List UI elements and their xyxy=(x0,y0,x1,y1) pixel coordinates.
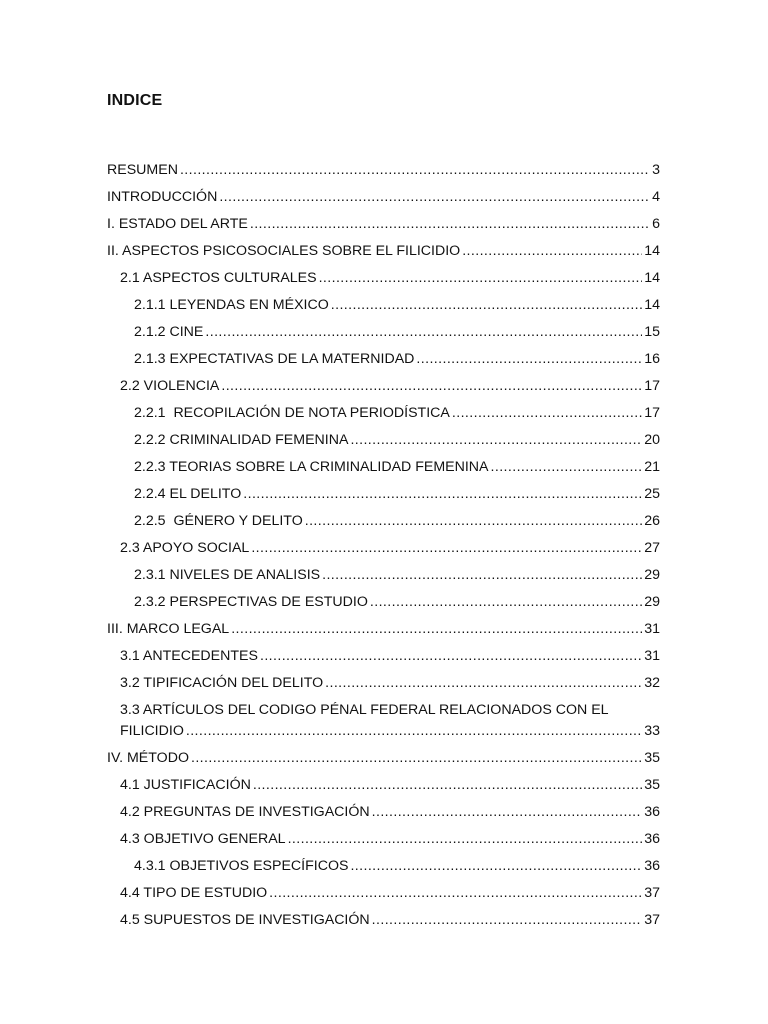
toc-entry-title: 4.3.1 OBJETIVOS ESPECÍFICOS xyxy=(134,858,349,874)
toc-entry[interactable] xyxy=(120,673,660,693)
toc-entry[interactable] xyxy=(134,484,660,504)
toc-entry-title-line1[interactable]: 3.3 ARTÍCULOS DEL CODIGO PÉNAL FEDERAL RELACIONADOS CON EL xyxy=(120,702,609,718)
dot-leader xyxy=(331,295,642,315)
toc-entry-title: II. ASPECTOS PSICOSOCIALES SOBRE EL FILICIDIO xyxy=(107,243,461,259)
toc-entry[interactable] xyxy=(134,592,660,612)
toc-entry-page: 14 xyxy=(644,243,660,259)
toc-entry[interactable] xyxy=(120,802,660,822)
toc-entry-title: 3.1 ANTECEDENTES xyxy=(120,648,258,664)
toc-entry[interactable] xyxy=(107,748,660,768)
toc-entry-title: III. MARCO LEGAL xyxy=(107,621,230,637)
dot-leader xyxy=(231,619,642,639)
toc-entry[interactable] xyxy=(134,403,660,423)
toc-entry[interactable] xyxy=(107,187,660,207)
dot-leader xyxy=(322,565,642,585)
toc-entry-page: 14 xyxy=(644,297,660,313)
toc-entry-title: FILICIDIO xyxy=(120,723,184,739)
toc-entry-page: 16 xyxy=(644,351,660,367)
toc-entry[interactable] xyxy=(120,268,660,288)
toc-entry[interactable] xyxy=(120,829,660,849)
toc-entry-page: 17 xyxy=(644,378,660,394)
dot-leader xyxy=(491,457,643,477)
toc-entry[interactable] xyxy=(120,376,660,396)
toc-entry-page: 31 xyxy=(644,621,660,637)
toc-entry-title: 2.2 VIOLENCIA xyxy=(120,378,220,394)
toc-entry-page: 26 xyxy=(644,513,660,529)
toc-entry[interactable] xyxy=(120,910,660,930)
toc-entry-title: 2.3.1 NIVELES DE ANALISIS xyxy=(134,567,321,583)
toc-entry[interactable] xyxy=(120,646,660,666)
toc-entry-page: 37 xyxy=(644,912,660,928)
toc-entry-title: 2.2.5 GÉNERO Y DELITO xyxy=(134,513,303,529)
toc-entry[interactable] xyxy=(134,349,660,369)
dot-leader xyxy=(180,160,650,180)
toc-entry-title: RESUMEN xyxy=(107,162,178,178)
toc-entry[interactable] xyxy=(134,430,660,450)
toc-entry-title: 3.2 TIPIFICACIÓN DEL DELITO xyxy=(120,675,324,691)
toc-entry-page: 14 xyxy=(644,270,660,286)
toc-entry[interactable] xyxy=(107,241,660,261)
dot-leader xyxy=(350,430,642,450)
toc-entry-page: 25 xyxy=(644,486,660,502)
page-title: INDICE xyxy=(107,92,163,109)
dot-leader xyxy=(325,673,642,693)
toc-entry[interactable] xyxy=(120,721,660,741)
toc-entry-page: 37 xyxy=(644,885,660,901)
dot-leader xyxy=(370,592,642,612)
dot-leader xyxy=(462,241,642,261)
toc-entry-title: 2.1.3 EXPECTATIVAS DE LA MATERNIDAD xyxy=(134,351,415,367)
toc-entry-title: 2.1 ASPECTOS CULTURALES xyxy=(120,270,317,286)
dot-leader xyxy=(416,349,642,369)
toc-entry-page: 6 xyxy=(652,216,660,232)
toc-entry[interactable] xyxy=(120,883,660,903)
dot-leader xyxy=(350,856,642,876)
toc-entry[interactable] xyxy=(134,565,660,585)
toc-entry-title: 2.2.2 CRIMINALIDAD FEMENINA xyxy=(134,432,349,448)
toc-entry-page: 36 xyxy=(644,831,660,847)
toc-entry-title: 2.3 APOYO SOCIAL xyxy=(120,540,250,556)
dot-leader xyxy=(372,910,643,930)
dot-leader xyxy=(288,829,643,849)
toc-entry-title: INTRODUCCIÓN xyxy=(107,189,218,205)
toc-entry-page: 4 xyxy=(652,189,660,205)
toc-entry-title: 2.3.2 PERSPECTIVAS DE ESTUDIO xyxy=(134,594,368,610)
toc-entry[interactable] xyxy=(134,322,660,342)
dot-leader xyxy=(305,511,642,531)
toc-entry-page: 36 xyxy=(644,858,660,874)
dot-leader xyxy=(243,484,642,504)
dot-leader xyxy=(372,802,643,822)
dot-leader xyxy=(253,775,642,795)
toc-entry-page: 3 xyxy=(652,162,660,178)
toc-entry-page: 29 xyxy=(644,594,660,610)
toc-entry[interactable] xyxy=(107,214,660,234)
toc-entry-title: 2.2.1 RECOPILACIÓN DE NOTA PERIODÍSTICA xyxy=(134,405,450,421)
toc-entry-page: 35 xyxy=(644,777,660,793)
dot-leader xyxy=(219,187,650,207)
dot-leader xyxy=(191,748,642,768)
toc-entry-title: 4.4 TIPO DE ESTUDIO xyxy=(120,885,268,901)
dot-leader xyxy=(260,646,642,666)
toc-entry-page: 21 xyxy=(644,459,660,475)
toc-entry-title: 4.2 PREGUNTAS DE INVESTIGACIÓN xyxy=(120,804,370,820)
toc-entry-page: 29 xyxy=(644,567,660,583)
toc-entry-page: 17 xyxy=(644,405,660,421)
toc-entry-title: 2.2.3 TEORIAS SOBRE LA CRIMINALIDAD FEMENINA xyxy=(134,459,489,475)
toc-entry[interactable] xyxy=(107,619,660,639)
toc-entry-page: 36 xyxy=(644,804,660,820)
dot-leader xyxy=(319,268,643,288)
dot-leader xyxy=(250,214,650,234)
toc-entry-title: 4.3 OBJETIVO GENERAL xyxy=(120,831,286,847)
toc-entry-title: 4.5 SUPUESTOS DE INVESTIGACIÓN xyxy=(120,912,370,928)
toc-entry-page: 35 xyxy=(644,750,660,766)
toc-entry-page: 20 xyxy=(644,432,660,448)
toc-entry-title: 2.2.4 EL DELITO xyxy=(134,486,242,502)
dot-leader xyxy=(269,883,642,903)
toc-entry[interactable] xyxy=(107,160,660,180)
toc-entry[interactable] xyxy=(120,775,660,795)
dot-leader xyxy=(251,538,642,558)
toc-entry[interactable] xyxy=(134,511,660,531)
dot-leader xyxy=(452,403,642,423)
toc-entry[interactable] xyxy=(134,295,660,315)
toc-entry-title: IV. MÉTODO xyxy=(107,750,189,766)
dot-leader xyxy=(186,721,642,741)
dot-leader xyxy=(205,322,642,342)
dot-leader xyxy=(221,376,642,396)
toc-entry-title: 2.1.2 CINE xyxy=(134,324,204,340)
toc-entry-page: 32 xyxy=(644,675,660,691)
toc-entry-title: 2.1.1 LEYENDAS EN MÉXICO xyxy=(134,297,329,313)
toc-entry-page: 15 xyxy=(644,324,660,340)
toc-entry-page: 27 xyxy=(644,540,660,556)
toc-entry[interactable] xyxy=(134,856,660,876)
toc-entry-title: 4.1 JUSTIFICACIÓN xyxy=(120,777,251,793)
toc-entry[interactable] xyxy=(120,538,660,558)
toc-entry[interactable] xyxy=(134,457,660,477)
toc-entry-title: I. ESTADO DEL ARTE xyxy=(107,216,248,232)
toc-entry-page: 31 xyxy=(644,648,660,664)
toc-entry-page: 33 xyxy=(644,723,660,739)
